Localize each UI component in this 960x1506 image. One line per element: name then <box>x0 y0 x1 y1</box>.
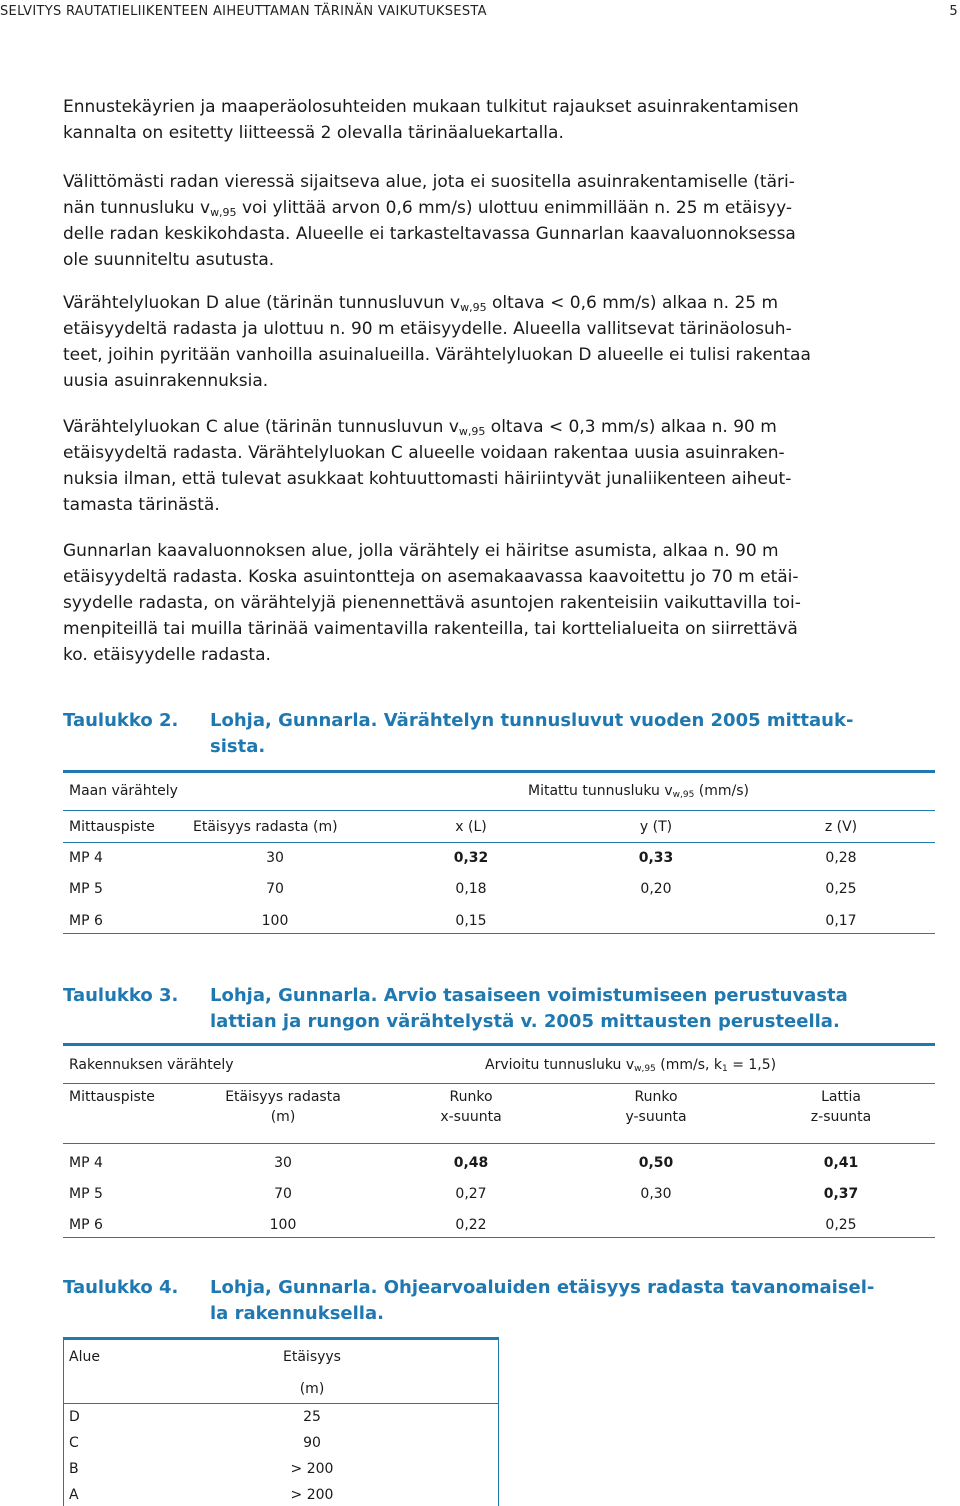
table-cell: 0,22 <box>455 1217 487 1233</box>
text-run: oltava < 0,6 mm/s) alkaa n. 25 m <box>486 293 779 313</box>
caption-text <box>210 1275 874 1327</box>
caption-number: Taulukko 4. <box>63 1277 179 1298</box>
paragraph-line: Välittömästi radan vieressä sijaitseva alue, jota ei suositella asuinrakentamiselle (täri- <box>63 172 795 192</box>
caption-line: Lohja, Gunnarla. Värähtelyn tunnusluvut vuoden 2005 mittauk- <box>210 710 854 731</box>
column-header: (m) <box>299 1381 325 1397</box>
paragraph-5 <box>63 538 943 668</box>
caption-line: lattian ja rungon värähtelystä v. 2005 mittausten perusteella. <box>210 1011 840 1032</box>
paragraph-line: delle radan keskikohdasta. Alueelle ei tarkasteltavassa Gunnarlan kaavaluonnoksessa <box>63 224 796 244</box>
table-left-border <box>63 1337 64 1506</box>
table-bottom-rule <box>63 933 935 934</box>
caption-line: Lohja, Gunnarla. Ohjearvoaluiden etäisyys radasta tavanomaisel- <box>210 1277 875 1298</box>
table-cell: MP 6 <box>69 913 103 929</box>
table-cell: 0,17 <box>825 913 857 929</box>
table-cell: 0,18 <box>455 881 487 897</box>
group-header-left: Rakennuksen värähtely <box>69 1057 234 1073</box>
paragraph-line <box>63 414 943 440</box>
column-header: z-suunta <box>810 1109 872 1125</box>
table-rule <box>63 1403 499 1404</box>
text-run: oltava < 0,3 mm/s) alkaa n. 90 m <box>485 417 777 437</box>
caption-text <box>210 708 853 760</box>
column-header: Alue <box>69 1349 100 1365</box>
column-header: Etäisyys radasta <box>225 1089 341 1105</box>
table-cell: 0,28 <box>825 850 857 866</box>
text-run: (mm/s) <box>694 783 750 799</box>
text-run: = 1,5) <box>727 1057 777 1073</box>
paragraph-line: ole suunniteltu asutusta. <box>63 250 275 270</box>
table-cell: 0,15 <box>455 913 487 929</box>
paragraph-line: uusia asuinrakennuksia. <box>63 371 269 391</box>
paragraph-line: ko. etäisyydelle radasta. <box>63 645 271 665</box>
table-cell: C <box>69 1435 79 1451</box>
table-cell: 0,48 <box>453 1155 489 1171</box>
paragraph-4 <box>63 414 943 518</box>
table-cell: 100 <box>261 913 289 929</box>
document-title: SELVITYS RAUTATIELIIKENTEEN AIHEUTTAMAN TÄRINÄN VAIKUTUKSESTA <box>0 4 487 19</box>
table-top-rule <box>63 1337 499 1340</box>
paragraph-line: tamasta tärinästä. <box>63 495 220 515</box>
paragraph-line: kannalta on esitetty liitteessä 2 olevalla tärinäaluekartalla. <box>63 123 564 143</box>
table-rule <box>63 1143 935 1144</box>
paragraph-line <box>63 195 943 221</box>
subscript: w,95 <box>634 1064 656 1074</box>
column-header: (m) <box>270 1109 296 1125</box>
table-cell: 0,32 <box>453 850 489 866</box>
table-2-caption <box>63 708 943 760</box>
paragraph-line: etäisyydeltä radasta ja ulottuu n. 90 m etäisyydelle. Alueella vallitsevat tärinäolosuh- <box>63 319 792 339</box>
table-cell: > 200 <box>290 1487 334 1503</box>
paragraph-2 <box>63 169 943 273</box>
column-header: Etäisyys <box>283 1349 341 1365</box>
table-4-caption <box>63 1275 943 1327</box>
group-header-right <box>528 783 749 799</box>
text-run: nän tunnusluku v <box>63 198 211 218</box>
text-run: Värähtelyluokan D alue (tärinän tunnusluvun v <box>63 293 461 313</box>
column-header: x-suunta <box>440 1109 502 1125</box>
table-cell: A <box>69 1487 79 1503</box>
table-right-border <box>498 1337 499 1506</box>
subscript: w,95 <box>458 425 486 438</box>
column-header: y (T) <box>639 819 673 835</box>
paragraph-line: etäisyydeltä radasta. Värähtelyluokan C alueelle voidaan rakentaa uusia asuinraken- <box>63 443 785 463</box>
table-cell: 30 <box>274 1155 292 1171</box>
text-run: Värähtelyluokan C alue (tärinän tunnusluvun v <box>63 417 459 437</box>
paragraph-1 <box>63 94 943 146</box>
table-cell: MP 5 <box>69 1186 103 1202</box>
subscript: w,95 <box>460 301 487 314</box>
text-run: Arvioitu tunnusluku v <box>485 1057 635 1073</box>
paragraph-line: Ennustekäyrien ja maaperäolosuhteiden mukaan tulkitut rajaukset asuinrakentamisen <box>63 97 799 117</box>
paragraph-line: teet, joihin pyritään vanhoilla asuinalueilla. Värähtelyluokan D alueelle ei tulisi rakentaa <box>63 345 811 365</box>
paragraph-line: syydelle radasta, on värähtelyjä pienennettävä asuntojen rakenteisiin vaikuttavilla toi- <box>63 593 801 613</box>
table-cell: 0,25 <box>825 881 857 897</box>
table-3 <box>63 1043 935 1239</box>
caption-line: Lohja, Gunnarla. Arvio tasaiseen voimistumiseen perustuvasta <box>210 985 848 1006</box>
caption-number: Taulukko 3. <box>63 985 179 1006</box>
caption-line: sista. <box>210 736 266 757</box>
subscript: w,95 <box>672 790 695 800</box>
table-rule <box>63 1083 935 1084</box>
table-cell: 0,41 <box>823 1155 859 1171</box>
text-run: Mitattu tunnusluku v <box>528 783 673 799</box>
caption-line: la rakennuksella. <box>210 1303 384 1324</box>
text-run: voi ylittää arvon 0,6 mm/s) ulottuu enimmillään n. 25 m etäisyy- <box>236 198 792 218</box>
paragraph-3 <box>63 290 943 394</box>
column-header: Runko <box>634 1089 678 1105</box>
table-4 <box>63 1337 499 1506</box>
table-top-rule <box>63 1043 935 1046</box>
running-header <box>0 4 960 24</box>
table-cell: 70 <box>274 1186 292 1202</box>
table-3-caption <box>63 983 943 1035</box>
table-cell: 0,37 <box>823 1186 859 1202</box>
column-header: Runko <box>449 1089 493 1105</box>
table-rule <box>63 842 935 843</box>
table-cell: 70 <box>266 881 284 897</box>
page-number: 5 <box>949 4 958 19</box>
table-cell: 0,20 <box>640 881 672 897</box>
table-2 <box>63 770 935 935</box>
subscript: w,95 <box>210 206 237 219</box>
text-run: (mm/s, k <box>655 1057 723 1073</box>
table-cell: 30 <box>266 850 284 866</box>
column-header: Mittauspiste <box>69 819 155 835</box>
paragraph-line: etäisyydeltä radasta. Koska asuintontteja on asemakaavassa kaavoitettu jo 70 m etäi- <box>63 567 799 587</box>
table-cell: 0,50 <box>638 1155 674 1171</box>
column-header: Etäisyys radasta (m) <box>193 819 338 835</box>
table-cell: 0,30 <box>640 1186 672 1202</box>
table-cell: MP 4 <box>69 850 103 866</box>
column-header: x (L) <box>455 819 487 835</box>
table-rule <box>63 810 935 811</box>
table-cell: 90 <box>303 1435 321 1451</box>
table-cell: MP 6 <box>69 1217 103 1233</box>
column-header: y-suunta <box>625 1109 687 1125</box>
column-header: Mittauspiste <box>69 1089 155 1105</box>
table-cell: 0,25 <box>825 1217 857 1233</box>
table-cell: B <box>69 1461 79 1477</box>
table-cell: MP 5 <box>69 881 103 897</box>
paragraph-line: Gunnarlan kaavaluonnoksen alue, jolla värähtely ei häiritse asumista, alkaa n. 90 m <box>63 541 779 561</box>
paragraph-line: menpiteillä tai muilla tärinää vaimentavilla rakenteilla, tai korttelialueita on siirrettävä <box>63 619 798 639</box>
group-header-right <box>485 1057 776 1073</box>
group-header-left: Maan värähtely <box>69 783 178 799</box>
subscript: 1 <box>722 1064 728 1074</box>
table-cell: MP 4 <box>69 1155 103 1171</box>
table-cell: D <box>69 1409 80 1425</box>
table-top-rule <box>63 770 935 773</box>
paragraph-line: nuksia ilman, että tulevat asukkaat kohtuuttomasti häiriintyvät junaliikenteen aiheut- <box>63 469 792 489</box>
table-cell: 100 <box>269 1217 297 1233</box>
table-cell: 25 <box>303 1409 321 1425</box>
caption-number: Taulukko 2. <box>63 710 179 731</box>
paragraph-line <box>63 290 943 316</box>
column-header: Lattia <box>821 1089 861 1105</box>
column-header: z (V) <box>824 819 858 835</box>
table-bottom-rule <box>63 1237 935 1238</box>
table-cell: > 200 <box>290 1461 334 1477</box>
caption-text <box>210 983 848 1035</box>
table-cell: 0,33 <box>638 850 674 866</box>
table-cell: 0,27 <box>455 1186 487 1202</box>
